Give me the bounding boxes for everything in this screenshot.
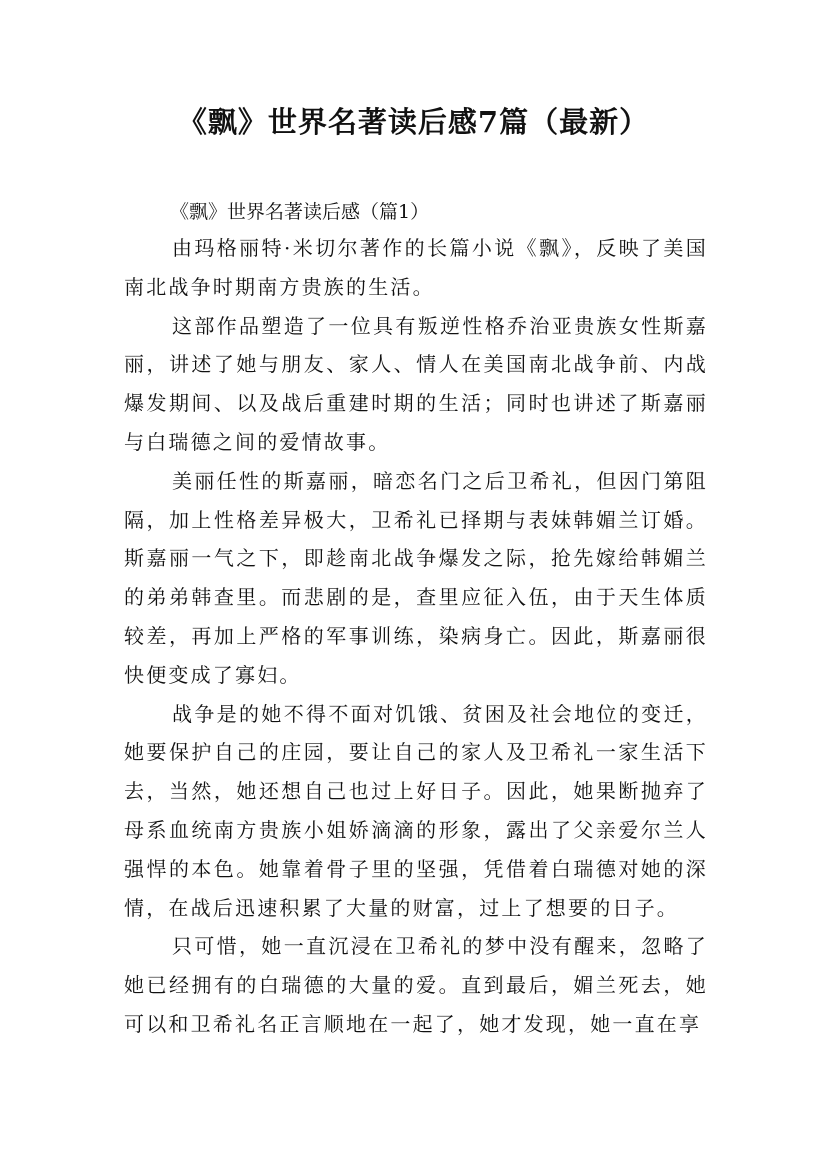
paragraph: 只可惜，她一直沉浸在卫希礼的梦中没有醒来，忽略了她已经拥有的白瑞德的大量的爱。直到最后，媚兰死去，她可以和卫希礼名正言顺地在一起了，她才发现，她一直在享 [124, 934, 708, 1036]
document-body [124, 195, 708, 1044]
paragraph: 美丽任性的斯嘉丽，暗恋名门之后卫希礼，但因门第阻隔，加上性格差异极大，卫希礼已择期与表妹韩媚兰订婚。斯嘉丽一气之下，即趁南北战争爆发之际，抢先嫁给韩媚兰的弟弟韩查里。而悲剧的是，查里应征入伍，由于天生体质较差，再加上严格的军事训练，染病身亡。因此，斯嘉丽很快便变成了寡妇。 [124, 468, 708, 687]
paragraph: 战争是的她不得不面对饥饿、贫困及社会地位的变迁，她要保护自己的庄园，要让自己的家人及卫希礼一家生活下去，当然，她还想自己也过上好日子。因此，她果断抛弃了母系血统南方贵族小姐娇滴滴的形象，露出了父亲爱尔兰人强悍的本色。她靠着骨子里的坚强，凭借着白瑞德对她的深情，在战后迅速积累了大量的财富，过上了想要的日子。 [124, 701, 708, 920]
document-title: 《飘》世界名著读后感7篇（最新） [177, 105, 650, 139]
section-heading: 《飘》世界名著读后感（篇1） [170, 201, 430, 223]
paragraph: 由玛格丽特·米切尔著作的长篇小说《飘》，反映了美国南北战争时期南方贵族的生活。 [124, 236, 708, 299]
paragraph: 这部作品塑造了一位具有叛逆性格乔治亚贵族女性斯嘉丽，讲述了她与朋友、家人、情人在美国南北战争前、内战爆发期间、以及战后重建时期的生活；同时也讲述了斯嘉丽与白瑞德之间的爱情故事。 [124, 313, 708, 454]
